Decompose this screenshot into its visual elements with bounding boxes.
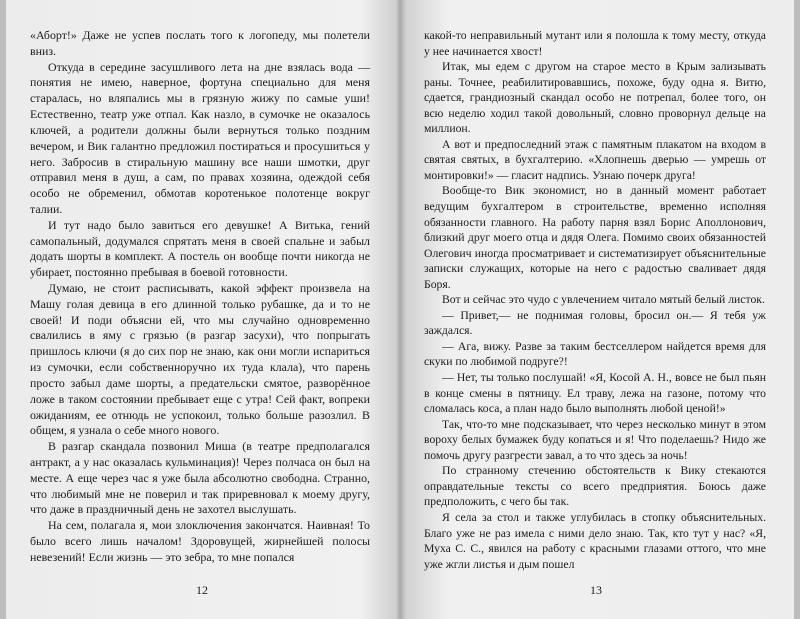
paragraph: На сем, полагала я, мои злоключения закончатся. Наивная! То было всего лишь началом! Здоровущей, жирнейшей полосы невезений! Если жизнь — это зебра, то мне попался <box>30 518 370 564</box>
right-page-edge <box>794 0 800 619</box>
paragraph: какой-то неправильный мутант или я полошла к тому месту, откуда у нее начинается хвост! <box>424 29 766 58</box>
paragraph: Так, что-то мне подсказывает, что через несколько минут в этом вороху белых бумажек буду копаться и я! Что поделаешь? Нидо же помочь другу разгрести завал, а то что здесь за ночь! <box>424 417 766 462</box>
left-page-edge <box>0 0 6 619</box>
paragraph: Вообще-то Вик экономист, но в данный момент работает ведущим бухгалтером в строительстве, временно исполняя обязанности главного. На работу парня взял Борис Аполлонович, близкий друг моего отца и дядя Олега. Помимо своих обязанностей Олегович иногда просматривает и систематизирует объяснительные записки служащих, которые на него с радостью сваливает дядя Боря. <box>424 184 766 291</box>
paragraph: Думаю, не стоит расписывать, какой эффект произвела на Машу голая девица в его длинной только рубашке, да и то не своей! И поди объясни ей, что мы случайно одновременно свалились в яму с грязью (в разгар засухи), что попрыгать пришлось ключи (я до сих пор не знаю, как они могли испариться из сумочки, если собственноручно их туда клала), что парень просто забыл даме шорты, а предательски смятое, разворённое ложе в таком состоянии пребывает еще с утра! Сей факт, вопреки ожиданиям, ее отнюдь не успокоил, только больше разозлил. В общем, я узнала о себе много нового. <box>30 281 370 438</box>
paragraph: Откуда в середине засушливого лета на дне взялась вода — понятия не имею, наверное, фортуна специально для меня старалась, но вляпались мы в грязную жижу по самые уши! Естественно, театр уже отпал. Как назло, в сумочке не оказалось ключей, а родители должны были вернуться только поздним вечером, и Вик галантно предложил постираться и просушиться у него. Забросив в стиральную машину все наши шмотки, друг отправил меня в душ, а сам, по правах хозяина, одеждой себя особо не обременил, обмотав коротенькое полотенце вокруг талии. <box>30 59 370 216</box>
right-page-text <box>424 28 766 572</box>
paragraph: По странному стечению обстоятельств к Вику стекаются оправдательные тексты со всего предприятия. Боюсь даже предположить, с чего бы так. <box>424 464 766 509</box>
left-page-number: 12 <box>196 583 208 597</box>
paragraph: Итак, мы едем с другом на старое место в Крым зализывать раны. Точнее, реабилитировавшись, похоже, буду одна я. Витю, сдается, грандиозный скандал особо не потрепал, более того, он всю неделю ходил такой довольный, словно проворнул дельце на миллион. <box>424 60 766 136</box>
paragraph: Я села за стол и также углубилась в стопку объяснительных. Благо уже не раз имела с ними дело знаю. Так, кто тут у нас? «Я, Муха С. С., явился на работу с красными глазами оттого, что мне уже жгли листья и дым пошел <box>424 510 766 571</box>
left-page-text <box>30 28 370 566</box>
paragraph: — Привет,— не поднимая головы, бросил он.— Я тебя уж заждался. <box>424 308 766 338</box>
paragraph: И тут надо было завиться его девушке! А Витька, гений самопальный, додумался спрятать меня в своей спальне и забыл додать шорты в комплект. А постель он вообще почти никогда не убирает, постоянно пребывая в боевой готовности. <box>30 217 370 280</box>
paragraph: А вот и предпоследний этаж с памятным плакатом на входом в святая святых, в бухгалтерию. «Хлопнешь дверью — умрешь от монтировки!» — гласит надпись. Узнаю почерк друга! <box>424 137 766 182</box>
paragraph: В разгар скандала позвонил Миша (в театре предполагался антракт, а у нас оказалась кульминация)! Через полчаса он был на месте. А еще через час я уже была абсолютно свободна. Странно, что любимый мне не поверил и так приревновал к моему другу, что даже в праздничный день не захотел выслушать. <box>30 439 370 517</box>
right-page-number: 13 <box>590 583 602 597</box>
paragraph: «Аборт!» Даже не успев послать того к логопеду, мы полетели вниз. <box>30 28 370 58</box>
paragraph: — Ага, вижу. Разве за таким бестселлером найдется время для скуки по любимой подруге?! <box>424 339 766 369</box>
paragraph: Вот и сейчас это чудо с увлечением читало мятый белый листок. <box>442 293 765 307</box>
paragraph: — Нет, ты только послушай! «Я, Косой А. Н., вовсе не был пьян в конце смены в пятницу. Ел траву, лежа на газоне, потому что сломалась коса, а план надо было выполнять любой ценой!» <box>424 371 766 416</box>
